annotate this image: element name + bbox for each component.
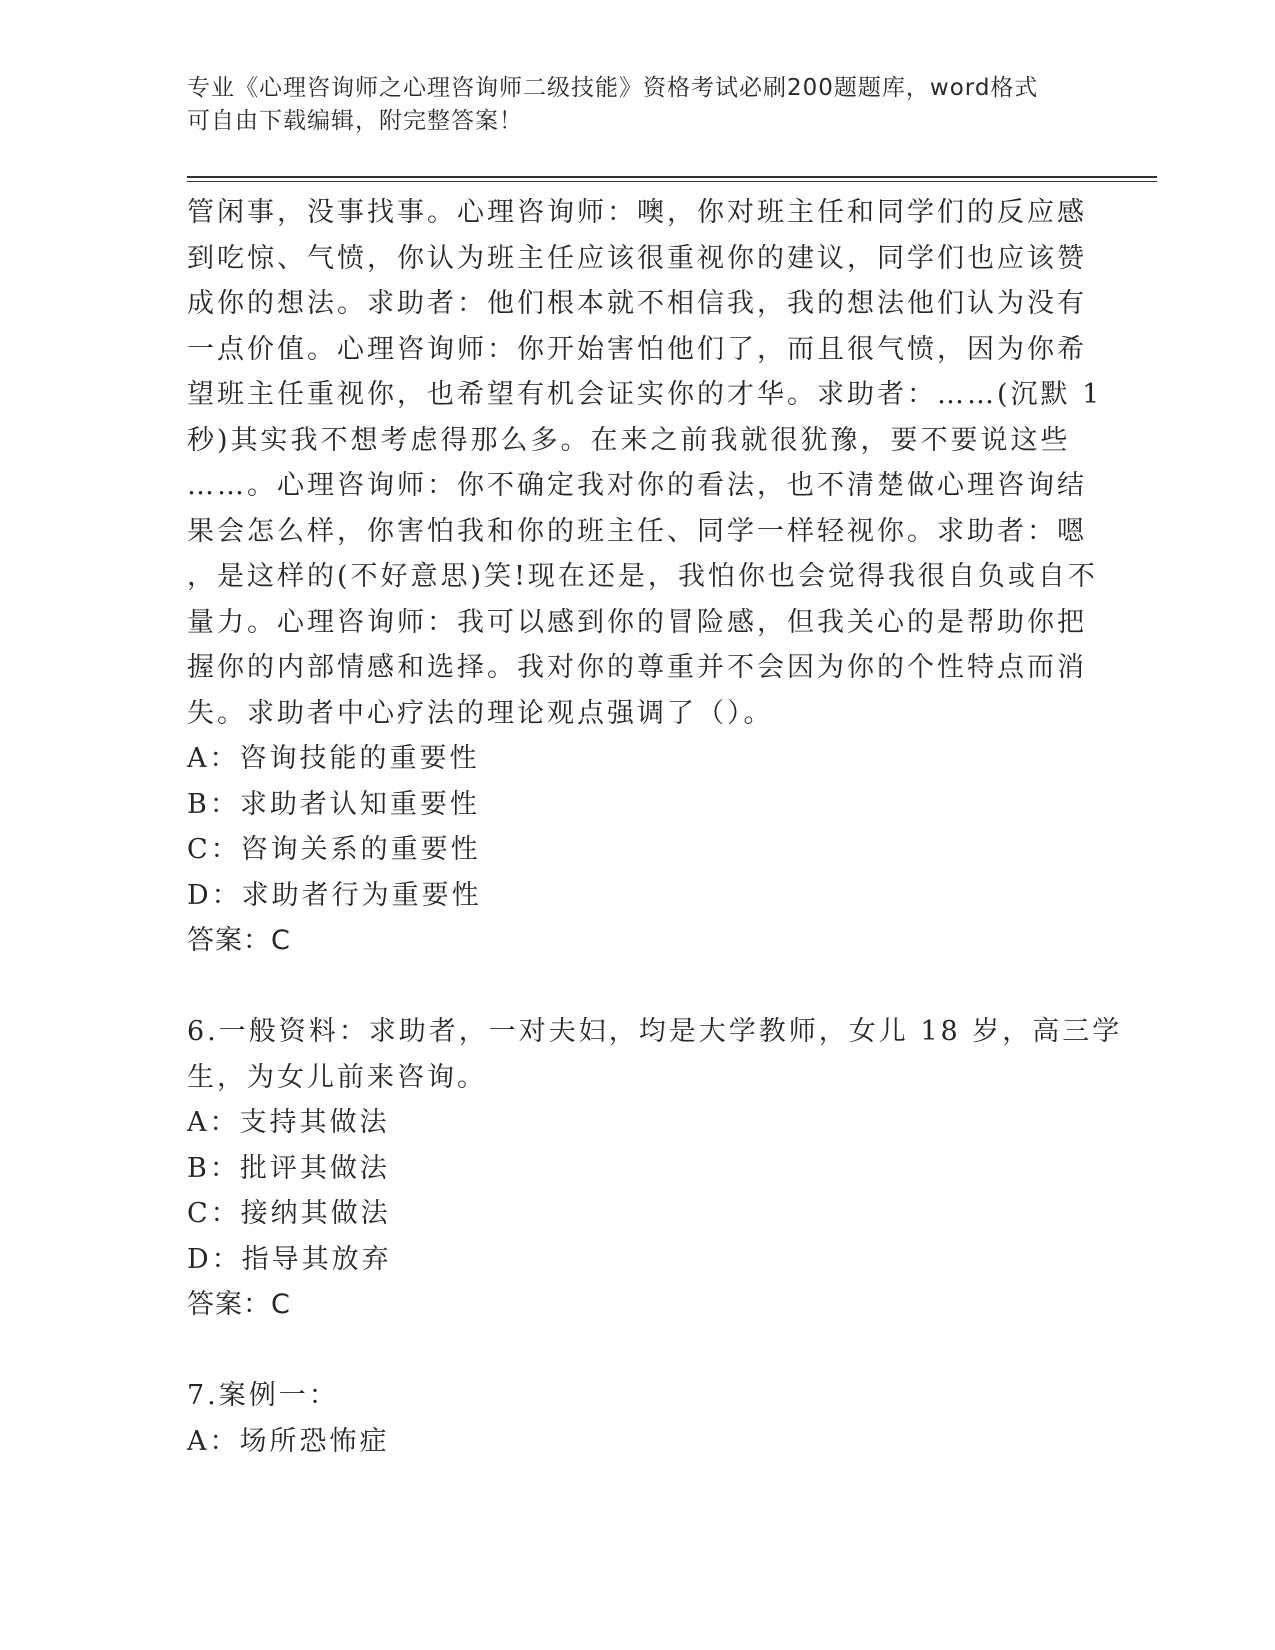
passage-line: 量力。心理咨询师：我可以感到你的冒险感，但我关心的是帮助你把 xyxy=(187,606,1087,638)
passage-line: 失。求助者中心疗法的理论观点强调了（）。 xyxy=(187,697,774,729)
header-title-line-1: 专业《心理咨询师之心理咨询师二级技能》资格考试必刷200题题库，word格式 xyxy=(187,75,1039,101)
q5-answer: 答案：C xyxy=(187,925,291,956)
q5-option-c: C：咨询关系的重要性 xyxy=(187,834,481,865)
q7-option-a: A：场所恐怖症 xyxy=(187,1425,390,1457)
q6-option-d: D：指导其放弃 xyxy=(187,1243,392,1275)
q6-answer: 答案：C xyxy=(187,1289,291,1320)
passage-line: 望班主任重视你，也希望有机会证实你的才华。求助者：……(沉默 1 xyxy=(187,379,1103,410)
q6-option-a: A：支持其做法 xyxy=(187,1107,390,1138)
q6-option-c: C：接纳其做法 xyxy=(187,1198,391,1229)
question-spacer xyxy=(187,964,1087,1010)
q5-option-d: D：求助者行为重要性 xyxy=(187,879,482,911)
q5-option-b: B：求助者认知重要性 xyxy=(187,788,480,820)
passage-line: 一点价值。心理咨询师：你开始害怕他们了，而且很气愤，因为你希 xyxy=(187,333,1087,365)
passage-line: 成你的想法。求助者：他们根本就不相信我，我的想法他们认为没有 xyxy=(187,288,1087,319)
q6-stem-line: 6.一般资料：求助者，一对夫妇，均是大学教师，女儿 18 岁，高三学 xyxy=(187,1016,1123,1047)
document-header xyxy=(187,72,1087,138)
q5-option-a: A：咨询技能的重要性 xyxy=(187,743,480,774)
q7-stem: 7.案例一： xyxy=(187,1380,339,1411)
q6-stem-line: 生，为女儿前来咨询。 xyxy=(187,1061,487,1093)
passage-line: ……。心理咨询师：你不确定我对你的看法，也不清楚做心理咨询结 xyxy=(187,470,1087,501)
header-title-line-2: 可自由下载编辑，附完整答案！ xyxy=(187,108,523,134)
passage-line: 管闲事，没事找事。心理咨询师：噢，你对班主任和同学们的反应感 xyxy=(187,197,1087,228)
header-divider-thick xyxy=(187,176,1157,178)
passage-line: ，是这样的(不好意思)笑!现在还是，我怕你也会觉得我很自负或自不 xyxy=(187,561,1098,592)
document-body xyxy=(187,190,1123,1464)
passage-line: 到吃惊、气愤，你认为班主任应该很重视你的建议，同学们也应该赞 xyxy=(187,242,1087,274)
header-divider-thin xyxy=(187,181,1157,182)
passage-line: 握你的内部情感和选择。我对你的尊重并不会因为你的个性特点而消 xyxy=(187,652,1087,683)
q6-option-b: B：批评其做法 xyxy=(187,1152,390,1184)
passage-line: 秒)其实我不想考虑得那么多。在来之前我就很犹豫，要不要说这些 xyxy=(187,424,1071,456)
question-spacer xyxy=(187,1328,1087,1374)
passage-line: 果会怎么样，你害怕我和你的班主任、同学一样轻视你。求助者：嗯 xyxy=(187,515,1087,547)
